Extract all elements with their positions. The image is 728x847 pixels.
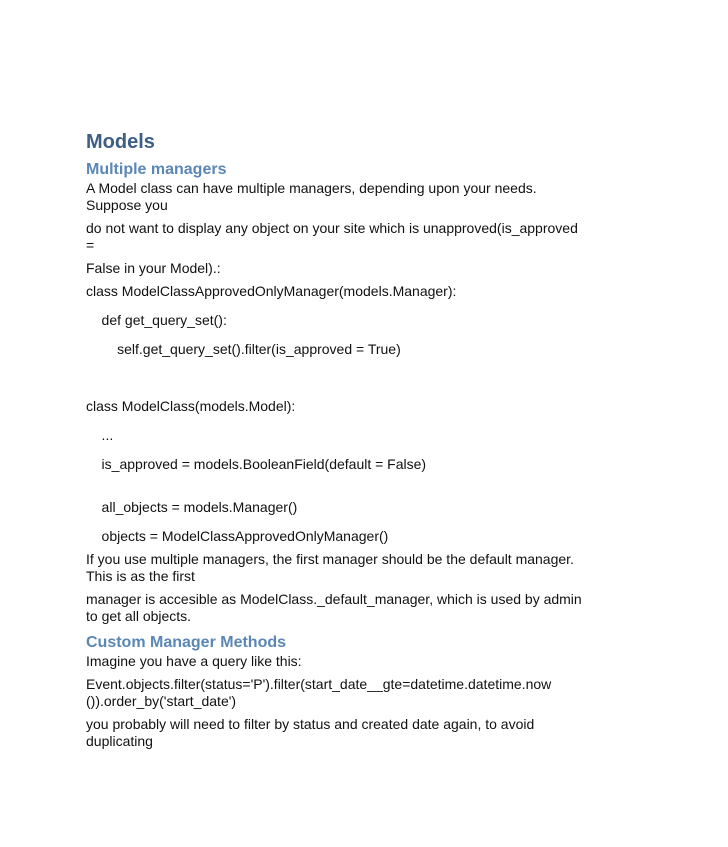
code-line: ... [86, 427, 114, 443]
paragraph-line: Suppose you [86, 197, 168, 213]
paragraph-multiple-managers [86, 551, 656, 585]
document-page [86, 130, 656, 756]
paragraph-intro [86, 180, 656, 214]
paragraph-line: manager is accesible as ModelClass._default_manager, which is used by admin [86, 591, 582, 607]
code-line: class ModelClass(models.Model): [86, 398, 296, 414]
paragraph-line: = [86, 237, 95, 253]
paragraph-line: you probably will need to filter by status and created date again, to avoid [86, 716, 535, 732]
code-line: objects = ModelClassApprovedOnlyManager() [86, 528, 389, 544]
code-line: self.get_query_set().filter(is_approved = True) [86, 341, 401, 357]
code-block-managers [86, 499, 656, 545]
code-line: is_approved = models.BooleanField(default = False) [86, 456, 427, 472]
paragraph-line: duplicating [86, 733, 153, 749]
paragraph-line: This is as the first [86, 568, 195, 584]
code-line: all_objects = models.Manager() [86, 499, 298, 515]
section-heading-multiple-managers: Multiple managers [86, 161, 227, 178]
code-line: def get_query_set(): [86, 312, 227, 328]
paragraph-line: If you use multiple managers, the first manager should be the default manager. [86, 551, 574, 567]
code-line: class ModelClassApprovedOnlyManager(models.Manager): [86, 283, 457, 299]
paragraph-query [86, 676, 656, 710]
section-heading-custom-manager-methods: Custom Manager Methods [86, 634, 287, 651]
paragraph-line: Event.objects.filter(status='P').filter(start_date__gte=datetime.datetime.now [86, 676, 552, 692]
code-block-manager [86, 283, 656, 358]
paragraph-duplicating [86, 716, 656, 750]
paragraph-line: do not want to display any object on your site which is unapproved(is_approved [86, 220, 578, 236]
paragraph-line: to get all objects. [86, 608, 192, 624]
paragraph-imagine: Imagine you have a query like this: [86, 653, 302, 669]
page-title: Models [86, 131, 155, 153]
code-block-model [86, 398, 656, 473]
paragraph-default-manager [86, 591, 656, 625]
paragraph-line: A Model class can have multiple managers, depending upon your needs. [86, 180, 537, 196]
paragraph-false: False in your Model).: [86, 260, 221, 276]
paragraph-line: ()).order_by('start_date') [86, 693, 237, 709]
paragraph-unapproved [86, 220, 656, 254]
